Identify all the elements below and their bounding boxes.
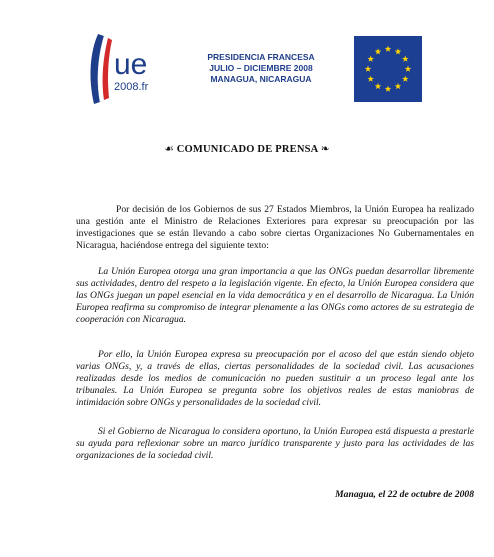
presidency-block <box>196 52 326 85</box>
presidency-line-1: PRESIDENCIA FRANCESA <box>207 52 315 62</box>
paragraph-quote-2: Por ello, la Unión Europea expresa su preocupación por el acoso del que están siendo objeto varias ONGs, y, a través de ellas, ciertas personalidades de la sociedad civil. Las acusaciones realizadas desde los medios de comunicación no pueden sustituir a un proceso legal ante los tribunales. La Unión Europea se pregunta sobre los objetivos reales de estas maniobras de intimidación sobre ONGs y personalidades de la sociedad civil. <box>76 349 474 408</box>
presidency-line-3: MANAGUA, NICARAGUA <box>210 74 312 84</box>
presidency-line-2: JULIO – DICIEMBRE 2008 <box>209 63 313 73</box>
eu-flag-icon <box>354 36 422 102</box>
logo-text: ue <box>114 48 148 81</box>
paragraph-intro: Por decisión de los Gobiernos de sus 27 Estados Miembros, la Unión Europea ha realizado una gestión ante el Ministro de Relaciones Exteriores para expresar su preocupación por las investigaciones que se están llevando a cabo sobre ciertas Organizaciones No Gubernamentales en Nicaragua, haciéndose entrega del siguiente texto: <box>76 204 474 251</box>
paragraph-quote-1: La Unión Europea otorga una gran importancia a que las ONGs puedan desarrollar libremente sus actividades, dentro del respeto a la legislación vigente. En efecto, la Unión Europea considera que las ONGs juegan un papel esencial en la vida democrática y en el desarrollo de Nicaragua. La Unión Europea reafirma su compromiso de integrar plenamente a las ONGs como actores de su estrategia de cooperación con Nicaragua. <box>76 266 474 325</box>
paragraph-quote-3: Si el Gobierno de Nicaragua lo considera oportuno, la Unión Europea está dispuesta a prestarle su ayuda para reflexionar sobre un marco jurídico transparente y justo para las actividades de las organizaciones de la sociedad civil. <box>76 426 474 461</box>
letterhead <box>0 0 494 120</box>
signature-date: Managua, el 22 de octubre de 2008 <box>335 489 474 500</box>
presidency-logo <box>84 28 164 110</box>
logo-subtext: 2008.fr <box>114 81 149 93</box>
ornament-left-icon: ☙ <box>164 144 174 155</box>
press-release-title <box>0 143 494 155</box>
title-text: COMUNICADO DE PRENSA <box>176 144 318 155</box>
ornament-right-icon: ❧ <box>320 144 330 155</box>
